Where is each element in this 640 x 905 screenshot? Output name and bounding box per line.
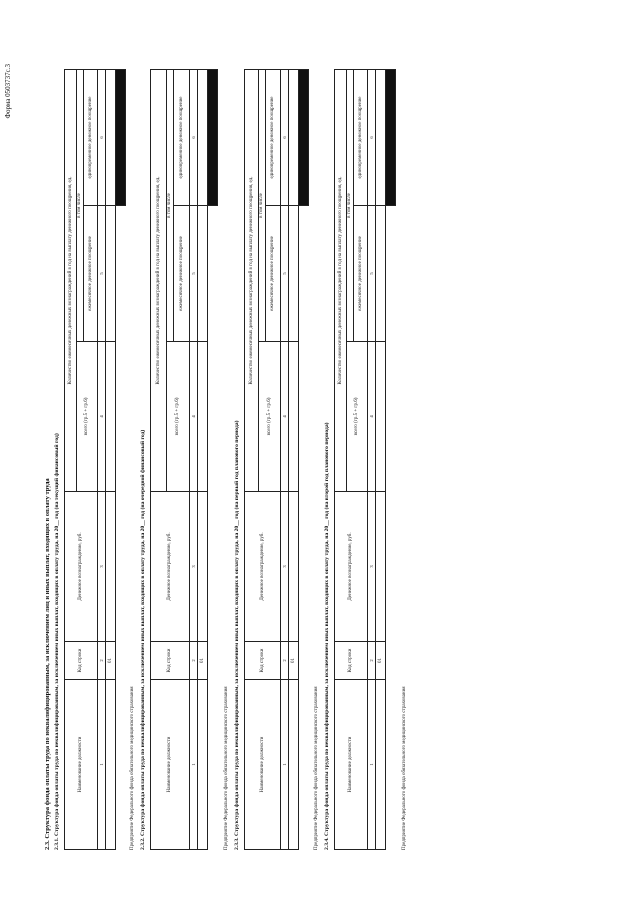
cell-empty	[299, 492, 309, 642]
cell-empty[interactable]	[376, 70, 386, 206]
header-total: всего (гр.5 + гр.6)	[167, 342, 190, 492]
total-cell	[116, 70, 126, 206]
cell-empty[interactable]	[198, 492, 208, 642]
cell-empty[interactable]	[289, 342, 299, 492]
cell-empty[interactable]	[106, 492, 116, 642]
form-number: Форма 0503737с.3	[4, 64, 12, 119]
cell-empty[interactable]	[106, 680, 116, 850]
section-3-table	[244, 69, 309, 850]
header-total: всего (гр.5 + гр.6)	[347, 342, 368, 492]
row-code: 01	[106, 642, 116, 680]
total-cell	[386, 70, 396, 206]
row-code: 01	[376, 642, 386, 680]
cell-empty	[208, 206, 218, 342]
header-monthly: ежемесячное денежное поощрение	[266, 206, 281, 342]
cell-empty[interactable]	[198, 680, 208, 850]
col-num: 1	[98, 680, 106, 850]
cell-empty	[386, 492, 396, 642]
header-name: Наименование должности	[151, 680, 190, 850]
section-3-footer: Предприятие Федерального фонда обязательного медицинского страхования	[314, 686, 319, 850]
cell-empty	[208, 492, 218, 642]
cell-empty	[116, 492, 126, 642]
row-code: 01	[289, 642, 299, 680]
cell-empty	[386, 680, 396, 850]
cell-empty	[208, 642, 218, 680]
section-4-table	[334, 69, 396, 850]
section-4-footer: Предприятие Федерального фонда обязательного медицинского страхования	[402, 686, 407, 850]
header-monthly: ежемесячное денежное поощрение	[84, 206, 98, 342]
col-num: 1	[281, 680, 289, 850]
header-group: Количество ежемесячных денежных вознаграждений в год на выплату денежного поощрения, ед.	[245, 70, 259, 492]
header-code: Код строки	[65, 642, 98, 680]
col-num: 4	[368, 342, 376, 492]
main-heading: 2.3. Структура фонда оплаты труда по неквалифицированным, за исключением лиц и иных выплат, входящих в оплату труда	[44, 478, 51, 850]
cell-empty	[386, 342, 396, 492]
header-code: Код строки	[245, 642, 281, 680]
section-4-title: 2.3.4. Структура фонда оплаты труда по неквалифицированным, за исключением иных выплат, входящих в оплату труда, на 20__ год (на второй год планового периода)	[324, 422, 330, 850]
total-cell	[208, 70, 218, 206]
header-including: в том числе	[259, 70, 266, 342]
col-num: 6	[190, 70, 198, 206]
col-num: 3	[281, 492, 289, 642]
cell-empty[interactable]	[376, 492, 386, 642]
col-num: 2	[368, 642, 376, 680]
col-num: 5	[190, 206, 198, 342]
section-1-title: 2.3.1. Структура фонда оплаты труда по неквалифицированным, за исключением иных выплат, входящих в оплату труда, на 20__ год (на текущий финансовый год)	[54, 433, 60, 850]
row-code: 01	[198, 642, 208, 680]
section-1-footer: Предприятие Федерального фонда обязательного медицинского страхования	[130, 686, 135, 850]
header-code: Код строки	[335, 642, 368, 680]
cell-empty[interactable]	[106, 206, 116, 342]
col-num: 5	[98, 206, 106, 342]
cell-empty	[116, 680, 126, 850]
header-fund: Денежное вознаграждение, руб.	[245, 492, 281, 642]
section-2-table	[150, 69, 218, 850]
header-including: в том числе	[167, 70, 174, 342]
cell-empty	[386, 642, 396, 680]
header-group: Количество ежемесячных денежных вознаграждений в год на выплату денежного поощрения, ед.	[65, 70, 77, 492]
col-num: 5	[281, 206, 289, 342]
header-code: Код строки	[151, 642, 190, 680]
cell-empty	[116, 342, 126, 492]
header-monthly: ежемесячное денежное поощрение	[354, 206, 368, 342]
col-num: 1	[190, 680, 198, 850]
cell-empty	[299, 680, 309, 850]
cell-empty[interactable]	[289, 70, 299, 206]
header-fund: Денежное вознаграждение, руб.	[335, 492, 368, 642]
cell-empty[interactable]	[198, 342, 208, 492]
cell-empty[interactable]	[376, 342, 386, 492]
cell-empty[interactable]	[376, 206, 386, 342]
col-num: 5	[368, 206, 376, 342]
cell-empty	[208, 342, 218, 492]
header-including: в том числе	[347, 70, 354, 342]
header-including: в том числе	[77, 70, 84, 342]
cell-empty[interactable]	[376, 680, 386, 850]
header-onetime: единовременное денежное поощрение	[266, 70, 281, 206]
header-name: Наименование должности	[335, 680, 368, 850]
cell-empty[interactable]	[106, 342, 116, 492]
header-fund: Денежное вознаграждение, руб.	[65, 492, 98, 642]
header-onetime: единовременное денежное поощрение	[84, 70, 98, 206]
header-onetime: единовременное денежное поощрение	[354, 70, 368, 206]
total-cell	[299, 70, 309, 206]
header-total: всего (гр.5 + гр.6)	[259, 342, 281, 492]
cell-empty[interactable]	[198, 206, 208, 342]
col-num: 4	[190, 342, 198, 492]
cell-empty[interactable]	[289, 492, 299, 642]
col-num: 2	[281, 642, 289, 680]
col-num: 6	[281, 70, 289, 206]
section-2-footer: Предприятие Федерального фонда обязательного медицинского страхования	[224, 686, 229, 850]
header-fund: Денежное вознаграждение, руб.	[151, 492, 190, 642]
cell-empty[interactable]	[106, 70, 116, 206]
header-onetime: единовременное денежное поощрение	[174, 70, 190, 206]
cell-empty	[116, 642, 126, 680]
header-group: Количество ежемесячных денежных вознаграждений в год на выплату денежного поощрения, ед.	[151, 70, 167, 492]
col-num: 4	[98, 342, 106, 492]
cell-empty[interactable]	[198, 70, 208, 206]
col-num: 3	[190, 492, 198, 642]
section-2-title: 2.3.2. Структура фонда оплаты труда по неквалифицированным, за исключением иных выплат, входящих в оплату труда, на 20__ год (на очередной финансовый год)	[140, 429, 146, 850]
cell-empty	[299, 206, 309, 342]
col-num: 6	[368, 70, 376, 206]
col-num: 6	[98, 70, 106, 206]
col-num: 1	[368, 680, 376, 850]
header-total: всего (гр.5 + гр.6)	[77, 342, 98, 492]
cell-empty	[116, 206, 126, 342]
header-monthly: ежемесячное денежное поощрение	[174, 206, 190, 342]
header-name: Наименование должности	[245, 680, 281, 850]
section-3-title: 2.3.3. Структура фонда оплаты труда по неквалифицированным, за исключением иных выплат, входящих в оплату труда, на 20__ год (на первый год планового периода)	[234, 420, 240, 850]
cell-empty	[208, 680, 218, 850]
col-num: 2	[190, 642, 198, 680]
header-name: Наименование должности	[65, 680, 98, 850]
cell-empty	[386, 206, 396, 342]
cell-empty	[299, 342, 309, 492]
col-num: 3	[98, 492, 106, 642]
header-group: Количество ежемесячных денежных вознаграждений в год на выплату денежного поощрения, ед.	[335, 70, 347, 492]
section-1-table	[64, 69, 126, 850]
col-num: 2	[98, 642, 106, 680]
col-num: 3	[368, 492, 376, 642]
cell-empty	[299, 642, 309, 680]
rotated-form-page	[4, 58, 620, 858]
col-num: 4	[281, 342, 289, 492]
cell-empty[interactable]	[289, 206, 299, 342]
cell-empty[interactable]	[289, 680, 299, 850]
